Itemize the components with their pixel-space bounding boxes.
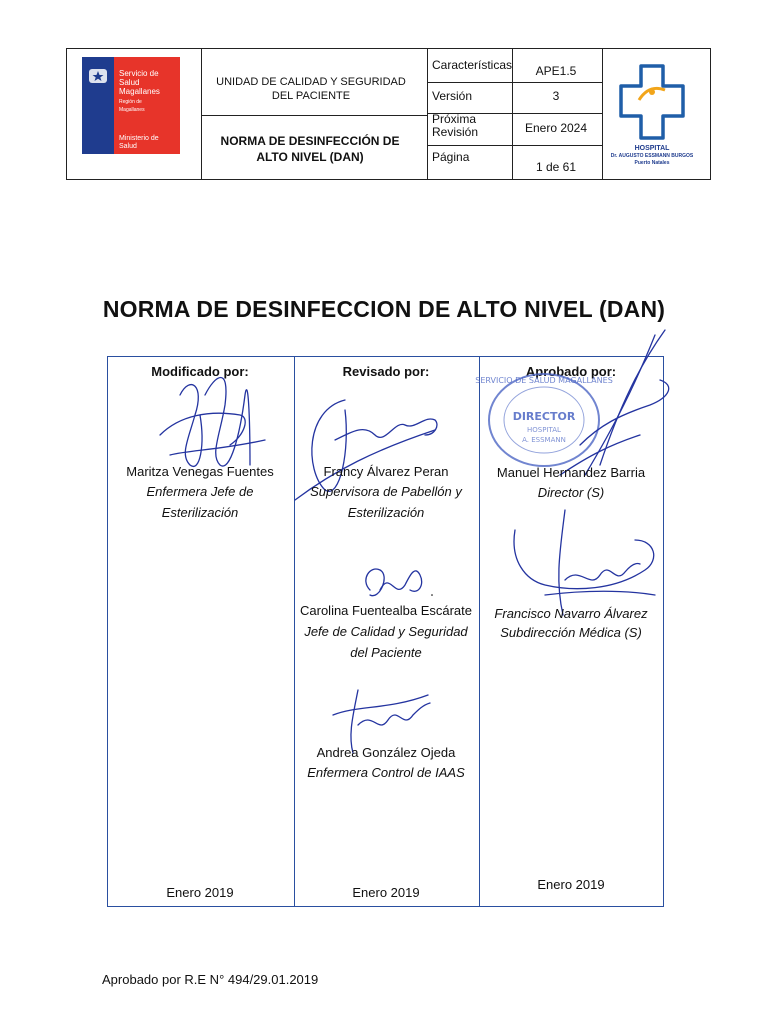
signature-approver-1 (540, 325, 680, 485)
reviewer-3-role-line1: Enfermera Control de IAAS (307, 765, 465, 780)
stamp-center-line3: A. ESSMANN (522, 436, 566, 444)
hospital-name-line3: Puerto Natales (634, 160, 670, 166)
modified-by-role-line1: Enfermera Jefe de (146, 484, 254, 499)
approved-date: Enero 2019 (537, 877, 605, 892)
service-name-line1: Servicio de (119, 69, 159, 78)
approver-1-name: Manuel Hernandez Barria (496, 465, 646, 480)
approver-2-role-line1: Subdirección Médica (S) (500, 625, 642, 640)
reviewer-2-name: Carolina Fuentealba Escárate (300, 603, 472, 618)
approver-2-name: Francisco Navarro Álvarez (494, 606, 648, 621)
field-value-next-revision: Enero 2024 (524, 121, 588, 135)
stamp-center-line1: DIRECTOR (512, 410, 576, 423)
norm-title: NORMA DE DESINFECCIÓN DE ALTO NIVEL (DAN) (220, 134, 400, 164)
service-name-line2: Salud (119, 78, 140, 87)
approver-1-role-line1: Director (S) (537, 485, 605, 500)
field-label-page: Página (432, 150, 470, 164)
hospital-name-line2: Dr. AUGUSTO ESSMANN BURGOS (610, 153, 694, 159)
approval-resolution-footer: Aprobado por R.E N° 494/29.01.2019 (102, 972, 319, 987)
region-line2: Magallanes (119, 107, 145, 113)
ministry-line1: Ministerio de (119, 135, 159, 142)
service-name-line3: Magallanes (119, 87, 160, 96)
hospital-cross-logo-icon (615, 62, 689, 148)
stamp-center-line2: HOSPITAL (527, 426, 561, 434)
reviewer-2-role-line1: Jefe de Calidad y Seguridad (304, 624, 468, 639)
coat-of-arms-icon (85, 63, 111, 89)
signature-approver-2 (505, 500, 665, 620)
field-value-characteristics: APE1.5 (535, 64, 577, 78)
reviewed-date: Enero 2019 (352, 885, 420, 900)
field-value-page: 1 de 61 (535, 160, 577, 174)
modified-by-name: Maritza Venegas Fuentes (126, 464, 274, 479)
reviewer-2-role-line2: del Paciente (350, 645, 422, 660)
document-title: NORMA DE DESINFECCION DE ALTO NIVEL (DAN) (102, 296, 666, 322)
field-label-version: Versión (432, 89, 473, 103)
modified-by-heading: Modificado por: (151, 364, 249, 379)
reviewer-3-name: Andrea González Ojeda (316, 745, 456, 760)
field-label-characteristics: Características (432, 58, 513, 72)
reviewer-1-role-line2: Esterilización (347, 505, 425, 520)
government-health-service-logo (82, 57, 180, 154)
approved-by-heading: Aprobado por: (525, 364, 617, 379)
reviewed-by-heading: Revisado por: (342, 364, 430, 379)
field-value-version: 3 (552, 89, 560, 103)
field-label-next-revision: Próxima Revisión (432, 112, 479, 139)
reviewer-1-name: Francy Álvarez Peran (323, 464, 449, 479)
stamp-ring-text: SERVICIO DE SALUD MAGALLANES (475, 376, 613, 385)
region-line1: Región de (119, 99, 142, 105)
modified-date: Enero 2019 (166, 885, 234, 900)
unit-title: UNIDAD DE CALIDAD Y SEGURIDAD DEL PACIENTE (216, 76, 406, 102)
ministry-line2: Salud (119, 143, 137, 150)
modified-by-role-line2: Esterilización (161, 505, 239, 520)
reviewer-1-role-line1: Supervisora de Pabellón y (310, 484, 462, 499)
hospital-name-line1: HOSPITAL (634, 145, 670, 152)
